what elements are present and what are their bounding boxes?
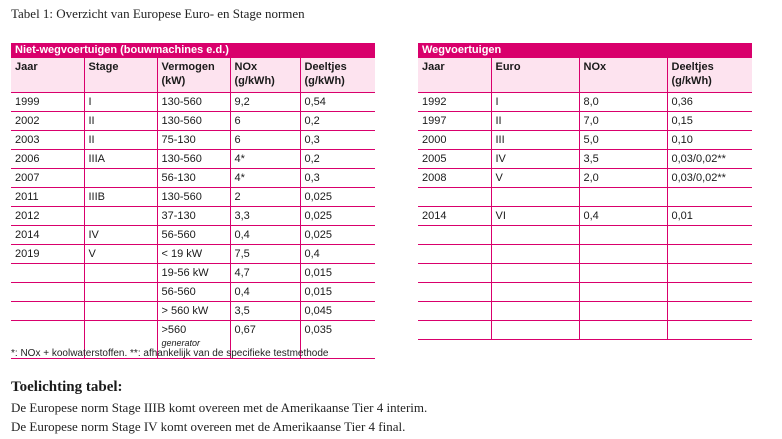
table-cell: 3,5 (579, 150, 667, 169)
table-row (418, 245, 752, 264)
table-cell (418, 321, 491, 340)
table-cell: 4* (230, 169, 300, 188)
notes-title: Toelichting tabel: (11, 379, 123, 395)
table-cell: 0,025 (300, 188, 375, 207)
note-line: De Europese norm Stage IV komt overeen met de Amerikaanse Tier 4 final. (11, 419, 406, 434)
table-cell: 2011 (11, 188, 84, 207)
table-road-vehicles (418, 43, 752, 340)
table-cell (11, 302, 84, 321)
table-footnote: *: NOx + koolwaterstoffen. **: afhankelijk van de specifieke testmethode (11, 348, 329, 359)
table-row (418, 93, 752, 112)
table-cell (667, 245, 752, 264)
table-cell (418, 226, 491, 245)
table-cell: 0,4 (300, 245, 375, 264)
table-cell: 0,15 (667, 112, 752, 131)
table-cell: 2014 (11, 226, 84, 245)
table-cell: 19-56 kW (157, 264, 230, 283)
table-cell: 3,5 (230, 302, 300, 321)
cell-subtext: generator (161, 338, 201, 348)
table-cell (11, 283, 84, 302)
table-cell: 2003 (11, 131, 84, 150)
table-cell: 0,03/0,02** (667, 169, 752, 188)
table-cell (491, 245, 579, 264)
table-cell: 0,035 (300, 321, 375, 359)
table-cell: 2012 (11, 207, 84, 226)
table-header-row (11, 58, 375, 93)
table-row (418, 321, 752, 340)
table-cell: 0,3 (300, 169, 375, 188)
table-cell: 2014 (418, 207, 491, 226)
table-row (418, 150, 752, 169)
table-cell: 8,0 (579, 93, 667, 112)
table-row (11, 283, 375, 302)
table-cell: 0,015 (300, 264, 375, 283)
table-cell (418, 245, 491, 264)
table-cell (418, 302, 491, 321)
table-cell: 4,7 (230, 264, 300, 283)
table-cell: IIIB (84, 188, 157, 207)
table-cell (418, 188, 491, 207)
table-cell (667, 226, 752, 245)
table-row (418, 264, 752, 283)
table-cell: II (84, 131, 157, 150)
table-cell: 75-130 (157, 131, 230, 150)
table-cell (491, 321, 579, 340)
table-cell (579, 302, 667, 321)
table-cell (491, 302, 579, 321)
table-cell: 0,015 (300, 283, 375, 302)
table-cell: 0,01 (667, 207, 752, 226)
table-cell: 1999 (11, 93, 84, 112)
table-row (418, 283, 752, 302)
column-header: Vermogen (kW) (157, 58, 230, 93)
table-cell: 130-560 (157, 150, 230, 169)
table-cell (491, 283, 579, 302)
table-cell: 4* (230, 150, 300, 169)
table-cell: 56-560 (157, 283, 230, 302)
table-cell (418, 264, 491, 283)
table-row (418, 207, 752, 226)
table-cell: 3,3 (230, 207, 300, 226)
table-cell: 2007 (11, 169, 84, 188)
column-header: Stage (84, 58, 157, 93)
table-cell: 0,67 (230, 321, 300, 359)
table-cell: 2000 (418, 131, 491, 150)
table-cell: 0,2 (300, 112, 375, 131)
table-cell: VI (491, 207, 579, 226)
table-cell: 0,045 (300, 302, 375, 321)
table-title: Niet-wegvoertuigen (bouwmachines e.d.) (11, 43, 375, 58)
table-cell: 0,4 (230, 283, 300, 302)
table-title: Wegvoertuigen (418, 43, 752, 58)
table-cell (491, 264, 579, 283)
table-row (418, 226, 752, 245)
table-cell: IV (491, 150, 579, 169)
table-cell: 2005 (418, 150, 491, 169)
table-cell (579, 321, 667, 340)
table-cell (84, 302, 157, 321)
table-cell: 0,03/0,02** (667, 150, 752, 169)
table-cell (11, 264, 84, 283)
table-row (11, 112, 375, 131)
table-row (11, 131, 375, 150)
table-cell (579, 188, 667, 207)
table-cell: 9,2 (230, 93, 300, 112)
table-cell: 0,4 (230, 226, 300, 245)
table-cell: 37-130 (157, 207, 230, 226)
column-header: NOx (579, 58, 667, 93)
table-cell: 1992 (418, 93, 491, 112)
table-cell: I (491, 93, 579, 112)
table-cell (491, 226, 579, 245)
table-cell: 0,2 (300, 150, 375, 169)
table-row (11, 93, 375, 112)
column-header: Jaar (418, 58, 491, 93)
table-cell: 2 (230, 188, 300, 207)
table-cell: 130-560 (157, 112, 230, 131)
table-cell: 56-130 (157, 169, 230, 188)
table-cell: 6 (230, 112, 300, 131)
table-cell: 0,025 (300, 226, 375, 245)
table-cell: 2019 (11, 245, 84, 264)
table-row (11, 169, 375, 188)
table-cell: V (491, 169, 579, 188)
table-cell: 0,36 (667, 93, 752, 112)
table-cell (667, 321, 752, 340)
table-offroad-vehicles (11, 43, 375, 359)
table-cell: 5,0 (579, 131, 667, 150)
table-cell (667, 264, 752, 283)
column-header: Deeltjes (g/kWh) (300, 58, 375, 93)
table-cell (84, 264, 157, 283)
table-row (418, 302, 752, 321)
table-row (418, 131, 752, 150)
column-header: Euro (491, 58, 579, 93)
table-cell (418, 283, 491, 302)
table-cell: 56-560 (157, 226, 230, 245)
table-cell: < 19 kW (157, 245, 230, 264)
table-row (11, 226, 375, 245)
table-cell (84, 169, 157, 188)
column-header: NOx (g/kWh) (230, 58, 300, 93)
table-row (11, 264, 375, 283)
table-cell: 0,4 (579, 207, 667, 226)
table-cell (491, 188, 579, 207)
table-cell (579, 264, 667, 283)
table-cell (667, 302, 752, 321)
table-row (11, 302, 375, 321)
table-header-row (418, 58, 752, 93)
table-cell: 1997 (418, 112, 491, 131)
table-cell: 6 (230, 131, 300, 150)
table-cell: 0,54 (300, 93, 375, 112)
table-cell: 2002 (11, 112, 84, 131)
table-cell: 0,025 (300, 207, 375, 226)
table-cell: III (491, 131, 579, 150)
table-cell: 2008 (418, 169, 491, 188)
column-header: Jaar (11, 58, 84, 93)
table-row (418, 112, 752, 131)
table-row (11, 207, 375, 226)
table-cell (667, 283, 752, 302)
table-cell: 7,5 (230, 245, 300, 264)
table-cell: 0,10 (667, 131, 752, 150)
table-cell: I (84, 93, 157, 112)
table-caption: Tabel 1: Overzicht van Europese Euro- en Stage normen (11, 6, 305, 21)
table-cell: 2006 (11, 150, 84, 169)
table-cell: V (84, 245, 157, 264)
table-cell: 130-560 (157, 93, 230, 112)
table-cell (667, 188, 752, 207)
table-cell: IV (84, 226, 157, 245)
cell-text: >560 (161, 324, 187, 336)
table-cell: II (491, 112, 579, 131)
table-cell: > 560 kW (157, 302, 230, 321)
table-cell: 130-560 (157, 188, 230, 207)
table-cell: 0,3 (300, 131, 375, 150)
table-row (11, 188, 375, 207)
table-cell: II (84, 112, 157, 131)
table-cell: 2,0 (579, 169, 667, 188)
table-row (11, 150, 375, 169)
table-cell (579, 245, 667, 264)
column-header: Deeltjes (g/kWh) (667, 58, 752, 93)
table-cell (579, 226, 667, 245)
table-cell (84, 207, 157, 226)
table-cell: IIIA (84, 150, 157, 169)
table-row (418, 169, 752, 188)
table-cell (579, 283, 667, 302)
table-cell: 7,0 (579, 112, 667, 131)
table-row (11, 245, 375, 264)
table-cell (84, 283, 157, 302)
table-row (418, 188, 752, 207)
note-line: De Europese norm Stage IIIB komt overeen met de Amerikaanse Tier 4 interim. (11, 400, 428, 415)
